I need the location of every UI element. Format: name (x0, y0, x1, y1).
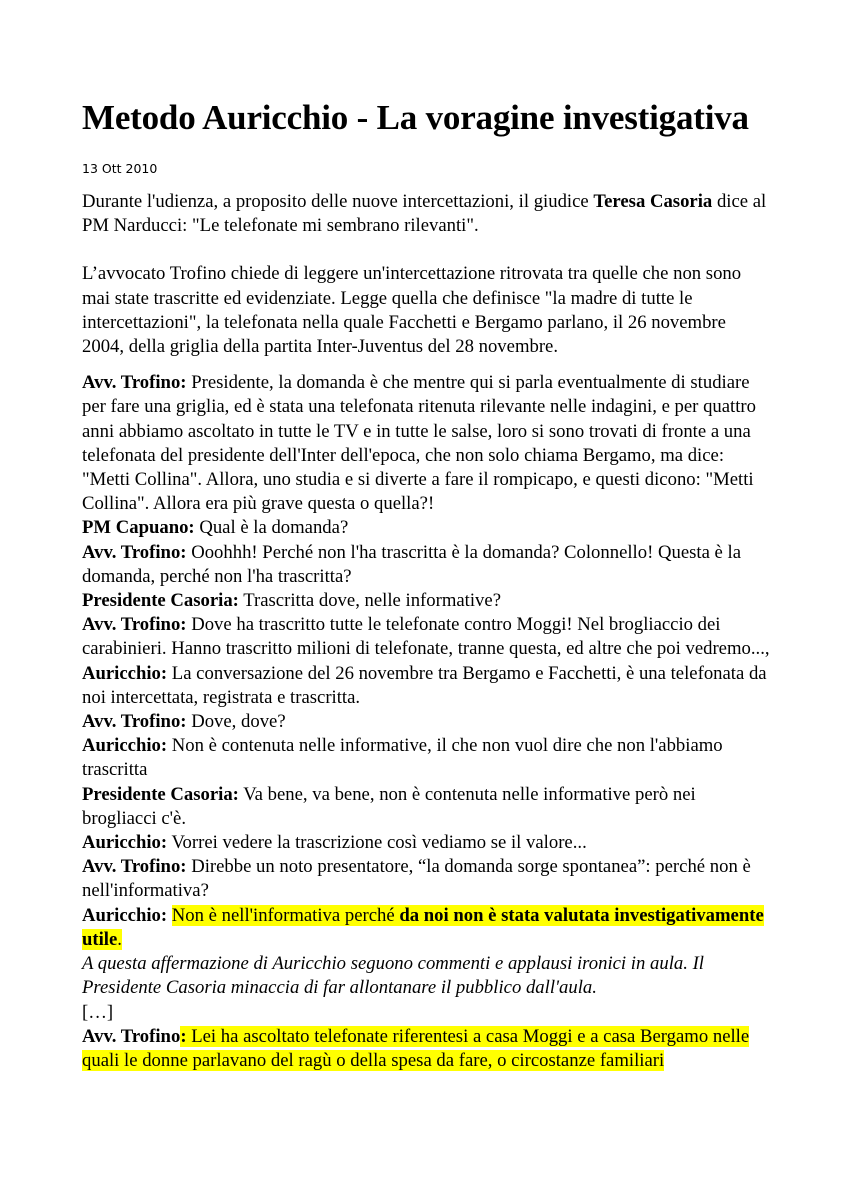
highlighted-line (82, 904, 772, 952)
speaker: Avv. Trofino: (82, 614, 187, 636)
speaker: Auricchio: (82, 904, 168, 926)
dialogue-line (82, 516, 772, 540)
speaker-colon: : (180, 1025, 187, 1047)
ellipsis-marker: […] (82, 1001, 114, 1023)
intro-paragraph-2: L’avvocato Trofino chiede di leggere un'intercettazione ritrovata tra quelle che non sono mai state trascritte ed evidenziate. Legge quella che definisce "la madre di tutte le intercettazioni", la telefonata nella quale Facchetti e Bergamo parlano, il 26 novembre 2004, della griglia della partita Inter-Juventus del 28 novembre. (82, 263, 742, 358)
line-text: Trascritta dove, nelle informative? (238, 590, 501, 612)
dialogue-line (82, 831, 772, 855)
article-date: 13 Ott 2010 (82, 161, 158, 176)
highlighted-line (82, 1025, 772, 1073)
line-text: Dove ha trascritto tutte le telefonate contro Moggi! Nel brogliaccio dei carabinieri. Hanno trascritto milioni di telefonate, tranne questa, ed altre che poi vedremo..., (82, 614, 770, 660)
dialogue-line (82, 855, 772, 903)
speaker: Auricchio: (82, 832, 168, 854)
article (82, 96, 772, 1073)
line-text: Non è contenuta nelle informative, il che non vuol dire che non l'abbiamo trascritta (82, 735, 723, 781)
dialogue (82, 371, 772, 1073)
line-text: Dove, dove? (186, 711, 286, 733)
dialogue-line (82, 613, 772, 661)
emphasis-text: da noi non è stata valutata investigativamente utile (82, 904, 764, 950)
speaker: Presidente Casoria: (82, 590, 239, 612)
intro-text: dice al PM Narducci: "Le telefonate mi sembrano rilevanti". (82, 191, 767, 237)
line-text: Vorrei vedere la trascrizione così vediamo se il valore... (167, 832, 587, 854)
speaker: Auricchio: (82, 735, 168, 757)
speaker: Auricchio: (82, 662, 168, 684)
speaker: Presidente Casoria: (82, 783, 239, 805)
line-text: Presidente, la domanda è che mentre qui si parla eventualmente di studiare per fare una griglia, ed è stata una telefonata ritenuta rilevante nelle indagini, e per quattro anni abbiamo ascoltato in tutte le TV e in tutte le salse, loro si sono trovati di fronte a una telefonata del presidente dell'Inter dell'epoca, che non solo chiama Bergamo, ma dice: "Metti Collina". Allora, uno studia e si diverte a fare il rompicapo, e questi dicono: "Metti Collina". Allora era più grave questa o quella?! (82, 372, 757, 515)
speaker: Avv. Trofino: (82, 541, 187, 563)
stage-note: A questa affermazione di Auricchio seguono commenti e applausi ironici in aula. Il Presidente Casoria minaccia di far allontanare il pubblico dall'aula. (82, 953, 704, 999)
line-text: Ooohhh! Perché non l'ha trascritta è la domanda? Colonnello! Questa è la domanda, perché non l'ha trascritta? (82, 541, 741, 587)
line-text: La conversazione del 26 novembre tra Bergamo e Facchetti, è una telefonata da noi intercettata, registrata e trascritta. (82, 662, 767, 708)
dialogue-line (82, 662, 772, 710)
line-text: Non è nell'informativa perché (171, 904, 400, 926)
dialogue-line (82, 541, 772, 589)
dialogue-line (82, 371, 772, 516)
speaker: Avv. Trofino (82, 1025, 181, 1047)
line-text: Va bene, va bene, non è contenuta nelle informative però nei brogliacci c'è. (82, 783, 696, 829)
dialogue-line (82, 589, 772, 613)
speaker: Avv. Trofino: (82, 711, 187, 733)
highlighted-text: Lei ha ascoltato telefonate riferentesi a casa Moggi e a casa Bergamo nelle quali le donne parlavano del ragù o della spesa da fare, o circostanze familiari (82, 1025, 750, 1071)
intro-paragraph-1 (82, 190, 772, 238)
dialogue-line (82, 710, 772, 734)
speaker: PM Capuano: (82, 517, 195, 539)
highlighted-text (82, 905, 764, 950)
dialogue-line (82, 783, 772, 831)
line-text: Qual è la domanda? (194, 517, 349, 539)
speaker: Avv. Trofino: (82, 372, 187, 394)
article-body (82, 190, 772, 1073)
speaker: Avv. Trofino: (82, 856, 187, 878)
intro-text: Durante l'udienza, a proposito delle nuove intercettazioni, il giudice (82, 191, 594, 212)
judge-name: Teresa Casoria (593, 191, 713, 212)
article-title: Metodo Auricchio - La voragine investigativa (82, 98, 749, 137)
line-text: . (117, 928, 122, 950)
line-text: Direbbe un noto presentatore, “la domanda sorge spontanea”: perché non è nell'informativa? (82, 856, 751, 902)
dialogue-line (82, 734, 772, 782)
